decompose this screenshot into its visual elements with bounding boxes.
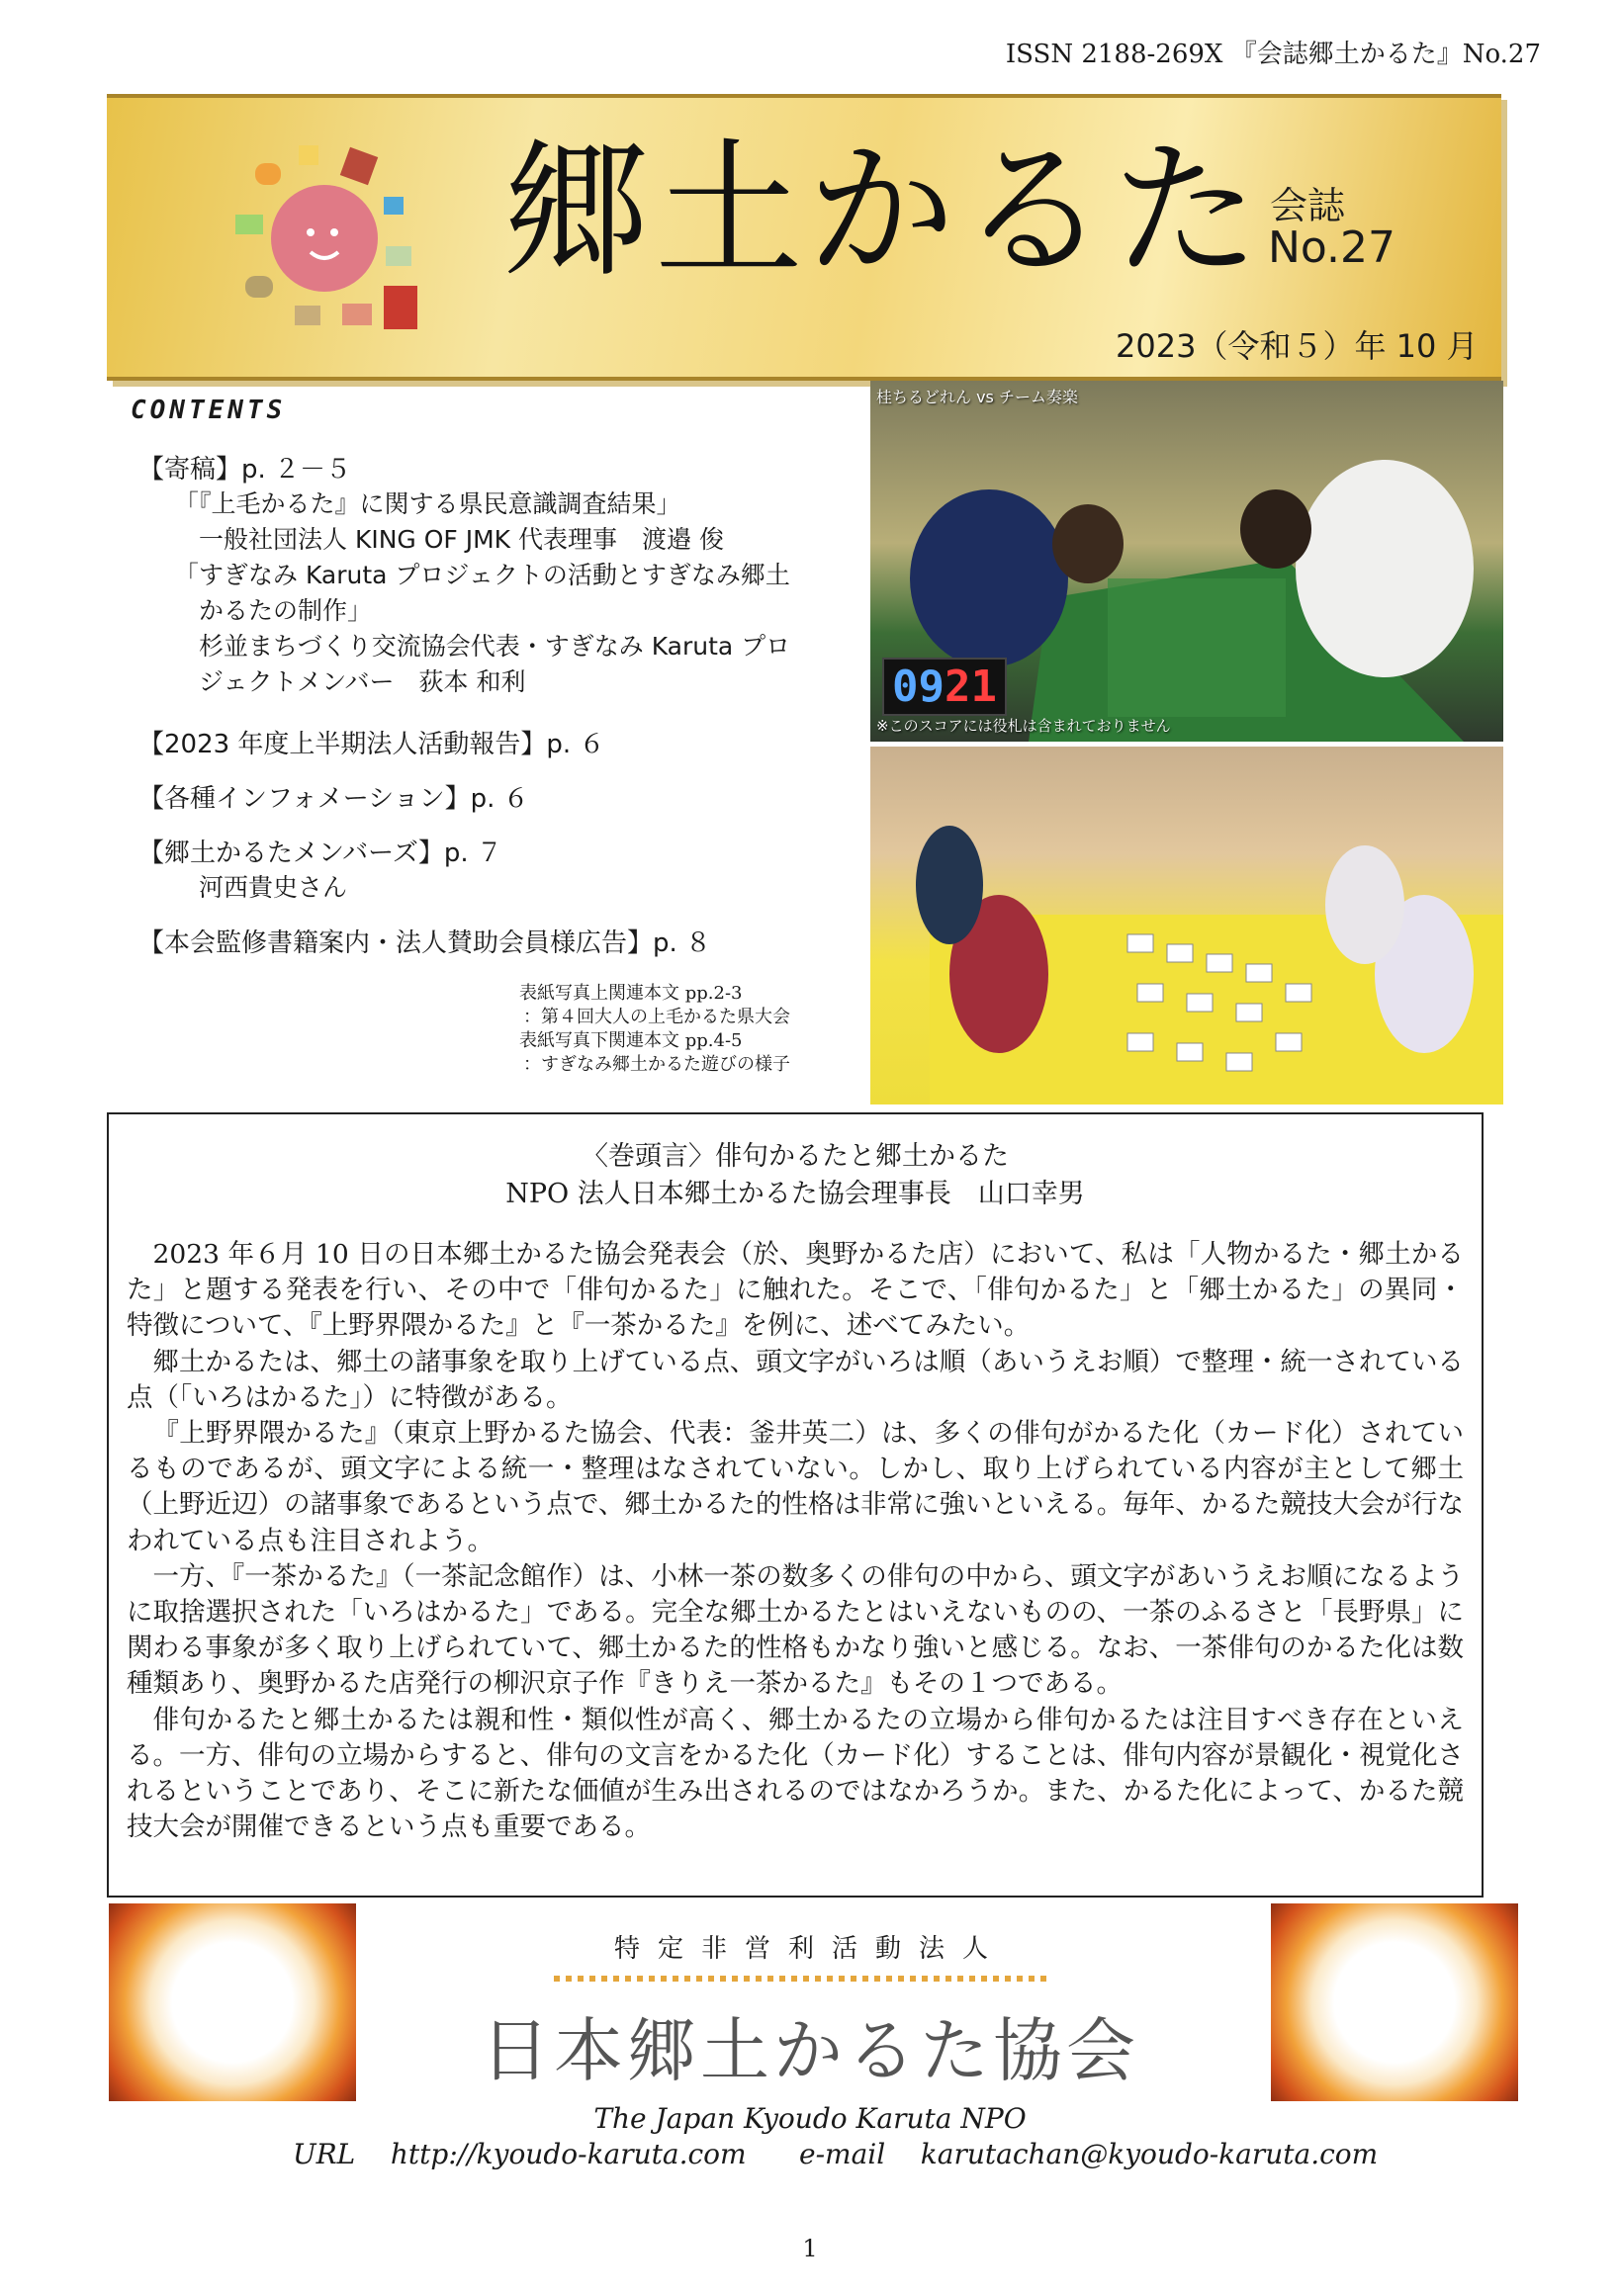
magazine-title: 郷土かるた (502, 126, 1265, 298)
org-contact (293, 2138, 1378, 2170)
issue-number: No.27 (1268, 222, 1396, 273)
foreword-paragraph: 郷土かるたは、郷土の諸事象を取り上げている点、頭文字がいろは順（あいうえお順）で整理・統一されている点（「いろはかるた」）に特徴がある。 (127, 1346, 1464, 1413)
foreword-title: 〈巻頭言〉俳句かるたと郷土かるた (582, 1141, 1009, 1172)
toc-item-title: 【寄稿】p. ２－５ (138, 455, 352, 485)
toc-item-title: 【郷土かるたメンバーズ】p. ７ (138, 839, 502, 868)
cover-photo-bottom (870, 747, 1503, 1104)
toc-item-members (138, 837, 502, 906)
score-red: 21 (944, 662, 997, 712)
issn-header: ISSN 2188-269X 『会誌郷土かるた』No.27 (1005, 40, 1541, 69)
website-link[interactable]: http://kyoudo-karuta.com (390, 2138, 747, 2170)
sun-logo-icon (216, 137, 433, 335)
org-name: 日本郷土かるた協会 (481, 2010, 1139, 2091)
photo-caption (519, 982, 790, 1077)
magazine-type: 会誌 (1270, 184, 1346, 227)
toc-item-contribution (138, 453, 790, 700)
org-english-name: The Japan Kyoudo Karuta NPO (593, 2102, 1027, 2135)
toc-item-books: 【本会監修書籍案内・法人賛助会員様広告】p. ８ (138, 928, 712, 958)
toc-line: 「『上毛かるた』に関する県民意識調査結果」 (174, 489, 681, 518)
toc-item-report: 【2023 年度上半期法人活動報告】p. ６ (138, 730, 605, 759)
toc-line: 河西貴史さん (174, 873, 348, 902)
caption-line: 表紙写真上関連本文 pp.2-3 (519, 983, 743, 1004)
match-label: 桂ちるどれん vs チーム奏楽 (876, 388, 1078, 406)
foreword-box (107, 1112, 1484, 1898)
children-karuta-image (870, 747, 1503, 1104)
scoreboard (882, 658, 1007, 716)
email-label: e-mail (799, 2138, 886, 2170)
caption-line: ：第４回大人の上毛かるた県大会 (523, 1007, 790, 1027)
foreword-author: NPO 法人日本郷土かるた協会理事長 山口幸男 (505, 1179, 1085, 1209)
caption-line: 表紙写真下関連本文 pp.4-5 (519, 1030, 743, 1051)
decorative-dots (554, 1976, 1048, 1982)
toc-line: かるたの制作」 (174, 596, 373, 625)
score-blue: 09 (892, 662, 945, 712)
toc-item-information: 【各種インフォメーション】p. ６ (138, 784, 529, 814)
foreword-paragraph: 俳句かるたと郷土かるたは親和性・類似性が高く、郷土かるたの立場から俳句かるたは注目すべき存在といえる。一方、俳句の立場からすると、俳句の文言をかるた化（カード化）することは、俳句内容が景観化・視覚化されるということであり、そこに新たな価値が生み出されるのではなかろうか。また、かるた化によって、かるた競技大会が開催できるという点も重要である。 (127, 1704, 1464, 1843)
foreword-paragraph: 『上野界隈かるた』（東京上野かるた協会、代表：釜井英二）は、多くの俳句がかるた化（カード化）されているものであるが、頭文字による統一・整理はなされていない。しかし、取り上げられている内容が主として郷土（上野近辺）の諸事象であるという点で、郷土かるた的性格は非常に強いといえる。毎年、かるた競技大会が行なわれている点も注目されよう。 (127, 1418, 1464, 1556)
url-label: URL (293, 2138, 356, 2170)
score-note: ※このスコアには役札は含まれておりません (876, 717, 1171, 735)
title-banner (107, 94, 1501, 381)
foreword-body (127, 1237, 1464, 1845)
cover-photo-top (870, 381, 1503, 742)
toc-line: 一般社団法人 KING OF JMK 代表理事 渡邉 俊 (174, 525, 724, 554)
toc-line: ジェクトメンバー 荻本 和利 (174, 667, 526, 696)
toc-line: 杉並まちづくり交流協会代表・すぎなみ Karuta プロ (174, 632, 791, 661)
issue-date: 2023（令和５）年 10 月 (1116, 327, 1479, 365)
caption-line: ：すぎなみ郷土かるた遊びの様子 (523, 1054, 790, 1075)
toc-line: 「すぎなみ Karuta プロジェクトの活動とすぎなみ郷土 (174, 561, 790, 589)
email-link[interactable]: karutachan@kyoudo-karuta.com (920, 2138, 1379, 2170)
contents-heading: CONTENTS (131, 396, 287, 425)
foreword-paragraph: 一方、『一茶かるた』（一茶記念館作）は、小林一茶の数多くの俳句の中から、頭文字があいうえお順になるように取捨選択された「いろはかるた」である。完全な郷土かるたとはいえないものの、一茶のふるさと「長野県」に関わる事象が多く取り上げられていて、郷土かるた的性格もかなり強いと感じる。なお、一茶俳句のかるた化は数種類あり、奥野かるた店発行の柳沢京子作『きりえ一茶かるた』もその１つである。 (127, 1560, 1464, 1700)
org-type: 特定非営利活動法人 (613, 1934, 1006, 1964)
page-number: 1 (802, 2235, 818, 2262)
foreword-paragraph: 2023 年６月 10 日の日本郷土かるた協会発表会（於、奥野かるた店）において、私は「人物かるた・郷土かるた」と題する発表を行い、その中で「俳句かるた」に触れた。そこで、「俳句かるた」と「郷土かるた」の異同・特徴について、『上野界隈かるた』と『一茶かるた』を例に、述べてみたい。 (127, 1239, 1464, 1342)
